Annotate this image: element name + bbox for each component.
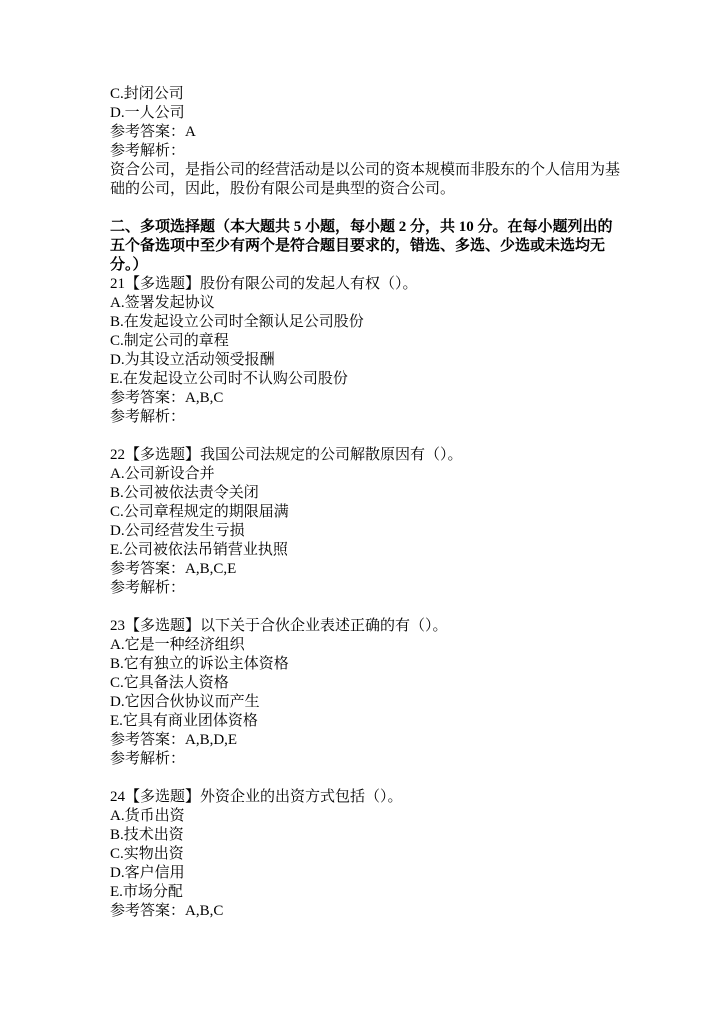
answer-label: 参考答案： xyxy=(110,390,186,406)
analysis-label-line: 参考解析： xyxy=(110,143,186,159)
previous-question-tail xyxy=(110,85,620,199)
option-line: B.在发起设立公司时全额认足公司股份 xyxy=(110,314,364,330)
option-line: D.它因合伙协议而产生 xyxy=(110,694,260,710)
answer-value: A xyxy=(185,124,196,140)
option-line: D.公司经营发生亏损 xyxy=(110,523,245,539)
option-line: B.它有独立的诉讼主体资格 xyxy=(110,656,289,672)
analysis-label-line: 参考解析： xyxy=(110,580,186,596)
section-heading xyxy=(110,218,620,275)
option-line: D.为其设立活动领受报酬 xyxy=(110,352,275,368)
answer-line xyxy=(110,389,620,408)
question-stem: 22【多选题】我国公司法规定的公司解散原因有（）。 xyxy=(110,447,463,463)
option-line: D.客户信用 xyxy=(110,865,185,881)
option-line: A.它是一种经济组织 xyxy=(110,637,245,653)
option-line: E.在发起设立公司时不认购公司股份 xyxy=(110,371,348,387)
question-24 xyxy=(110,788,620,921)
option-line: E.市场分配 xyxy=(110,884,183,900)
question-21 xyxy=(110,275,620,427)
question-22 xyxy=(110,446,620,598)
blank-line xyxy=(110,427,620,446)
answer-label: 参考答案： xyxy=(110,732,186,748)
option-line: E.公司被依法吊销营业执照 xyxy=(110,542,288,558)
option-line: C.它具备法人资格 xyxy=(110,675,229,691)
answer-line xyxy=(110,560,620,579)
option-line: E.它具有商业团体资格 xyxy=(110,713,258,729)
option-line: B.技术出资 xyxy=(110,827,184,843)
option-line: A.公司新设合并 xyxy=(110,466,215,482)
option-line: C.公司章程规定的期限届满 xyxy=(110,504,289,520)
analysis-text-line: 础的公司，因此，股份有限公司是典型的资合公司。 xyxy=(110,181,456,197)
question-stem: 24【多选题】外资企业的出资方式包括（）。 xyxy=(110,789,403,805)
question-stem: 21【多选题】股份有限公司的发起人有权（）。 xyxy=(110,276,418,292)
section-heading-line: 二、多项选择题（本大题共 5 小题，每小题 2 分，共 10 分。在每小题列出的 xyxy=(110,219,613,235)
section-heading-line: 分。） xyxy=(110,257,148,273)
answer-value: A,B,C,E xyxy=(185,561,237,577)
option-line: D.一人公司 xyxy=(110,105,185,121)
blank-line xyxy=(110,598,620,617)
analysis-label-line: 参考解析： xyxy=(110,409,186,425)
answer-line xyxy=(110,731,620,750)
answer-value: A,B,D,E xyxy=(185,732,238,748)
option-line: C.封闭公司 xyxy=(110,86,184,102)
analysis-label-line: 参考解析： xyxy=(110,751,186,767)
answer-value: A,B,C xyxy=(185,903,224,919)
option-line: A.签署发起协议 xyxy=(110,295,215,311)
blank-line xyxy=(110,769,620,788)
option-line: C.实物出资 xyxy=(110,846,184,862)
section-heading-line: 五个备选项中至少有两个是符合题目要求的，错选、多选、少选或未选均无 xyxy=(110,238,606,254)
answer-label: 参考答案： xyxy=(110,903,186,919)
option-line: A.货币出资 xyxy=(110,808,185,824)
option-line: B.公司被依法责令关闭 xyxy=(110,485,259,501)
answer-label: 参考答案： xyxy=(110,124,186,140)
question-stem: 23【多选题】以下关于合伙企业表述正确的有（）。 xyxy=(110,618,448,634)
answer-line xyxy=(110,123,620,142)
document-content xyxy=(110,85,620,921)
answer-value: A,B,C xyxy=(185,390,224,406)
answer-line xyxy=(110,902,620,921)
blank-line xyxy=(110,199,620,218)
analysis-text-line: 资合公司，是指公司的经营活动是以公司的资本规模而非股东的个人信用为基 xyxy=(110,162,621,178)
answer-label: 参考答案： xyxy=(110,561,186,577)
question-23 xyxy=(110,617,620,769)
option-line: C.制定公司的章程 xyxy=(110,333,229,349)
